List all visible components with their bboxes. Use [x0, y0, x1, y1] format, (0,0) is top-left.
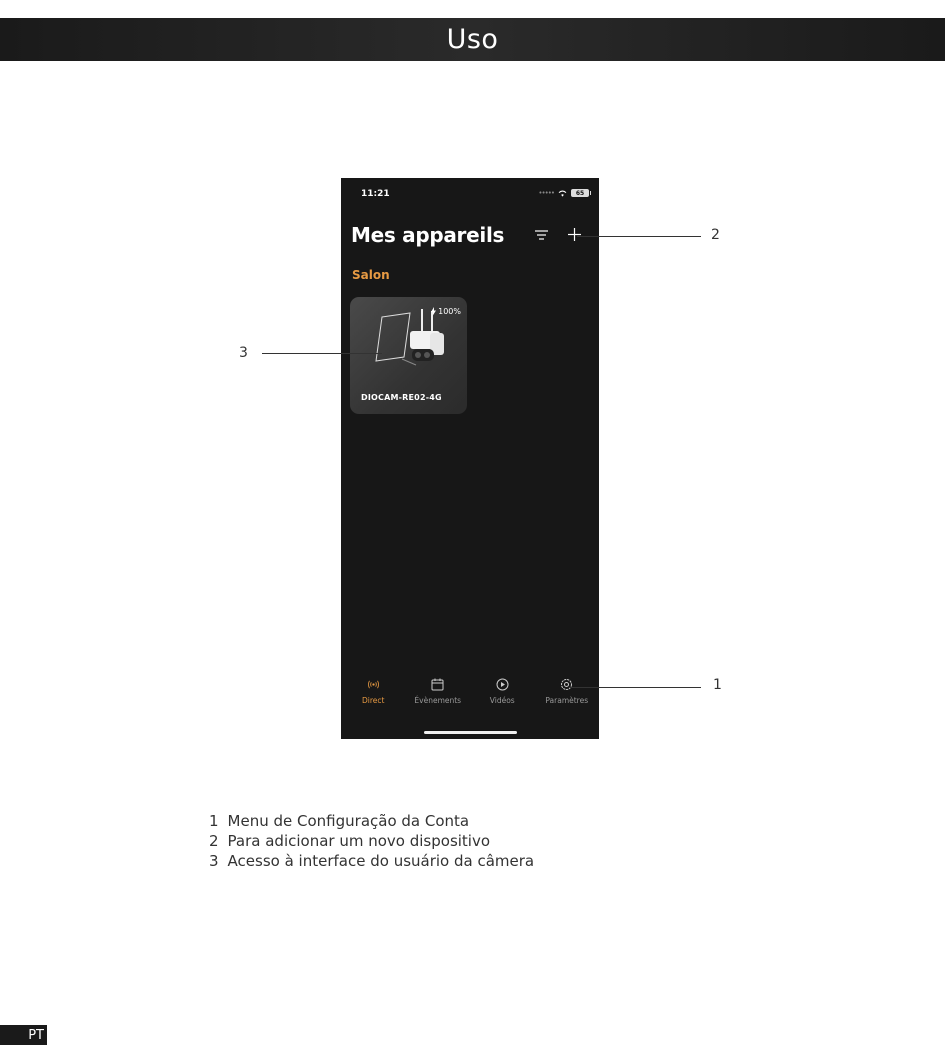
device-name: DIOCAM-RE02-4G: [361, 393, 442, 402]
status-time: 11:21: [361, 189, 390, 199]
tab-bar: [341, 678, 599, 718]
screen-title: Mes appareils: [351, 223, 505, 247]
tab-label: Direct: [362, 696, 385, 705]
play-circle-icon: [496, 678, 509, 691]
wifi-icon: [558, 190, 567, 197]
battery-level: [431, 307, 461, 316]
add-device-button[interactable]: [568, 228, 581, 241]
callout-line-1: [570, 687, 701, 688]
calendar-icon: [431, 678, 444, 691]
callout-line-3: [262, 353, 382, 354]
tab-direct[interactable]: [341, 678, 406, 718]
tab-videos[interactable]: [470, 678, 535, 718]
legend-text: Acesso à interface do usuário da câmera: [227, 852, 535, 870]
callout-number-2: 2: [711, 227, 720, 243]
callout-number-1: 1: [713, 677, 722, 693]
phone-screenshot: [341, 178, 599, 739]
header-bar: [0, 18, 945, 61]
tab-label: Vidéos: [489, 696, 515, 705]
legend-text: Para adicionar um novo dispositivo: [227, 832, 491, 850]
legend: [209, 811, 534, 871]
filter-icon[interactable]: [535, 230, 548, 240]
camera-image: [370, 307, 450, 377]
battery-level-text: 100%: [438, 307, 461, 316]
bolt-icon: [431, 307, 436, 316]
legend-item: [209, 811, 534, 831]
page-title: Uso: [446, 24, 499, 55]
legend-number: 3: [209, 852, 219, 870]
callout-line-2: [577, 236, 701, 237]
battery-icon: 65: [571, 189, 589, 197]
language-badge: PT: [0, 1025, 47, 1045]
legend-number: 2: [209, 832, 219, 850]
room-label: Salon: [352, 268, 390, 282]
signal-icon: •••••: [538, 189, 554, 197]
device-card[interactable]: [350, 297, 467, 414]
callout-number-3: 3: [239, 345, 248, 361]
legend-item: [209, 831, 534, 851]
live-signal-icon: [367, 678, 380, 691]
home-indicator: [424, 731, 517, 734]
tab-events[interactable]: [406, 678, 471, 718]
tab-settings[interactable]: [535, 678, 600, 718]
status-icons: [538, 189, 589, 197]
legend-item: [209, 851, 534, 871]
tab-label: Évènements: [414, 696, 462, 705]
legend-number: 1: [209, 812, 219, 830]
tab-label: Paramètres: [545, 696, 589, 705]
legend-text: Menu de Configuração da Conta: [227, 812, 470, 830]
settings-icon: [560, 678, 573, 691]
